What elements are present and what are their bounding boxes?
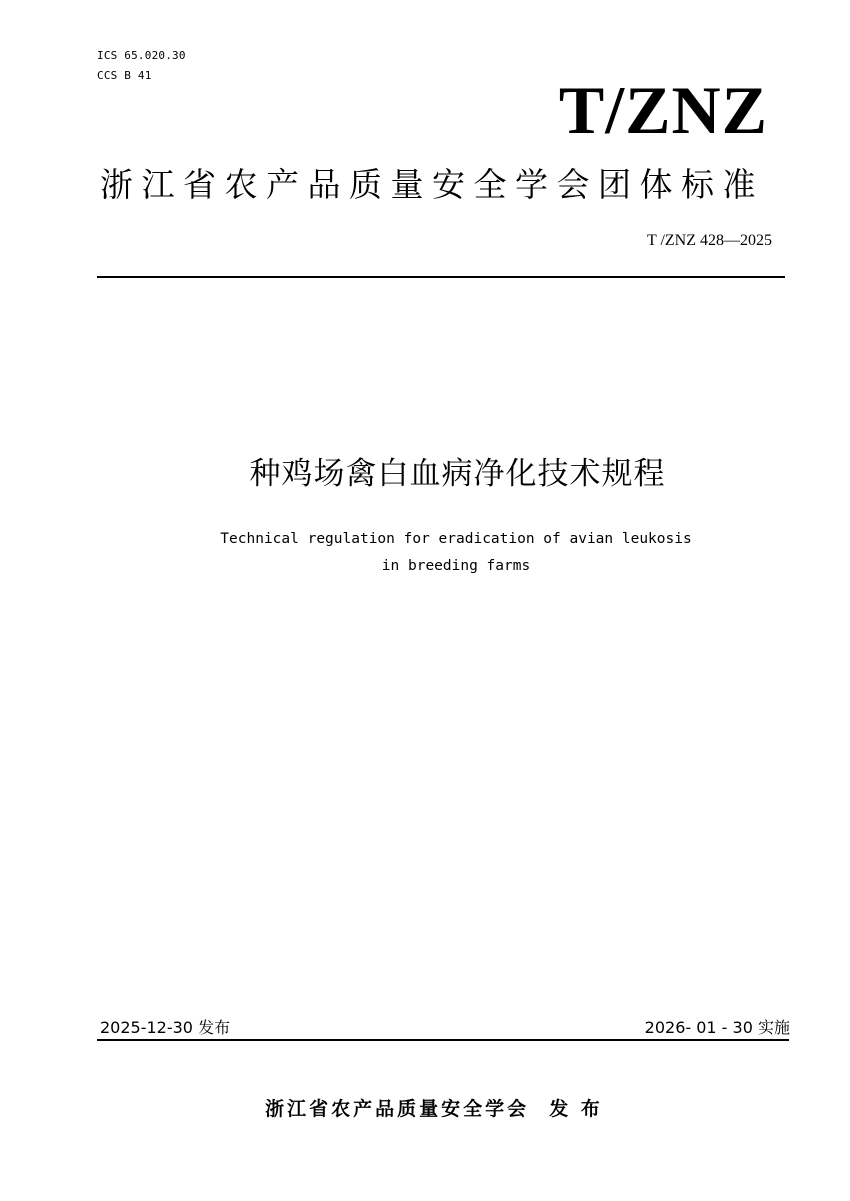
english-title-line-2: in breeding farms — [381, 558, 531, 574]
document-title-english — [0, 526, 850, 580]
ics-code: ICS 65.020.30 — [97, 49, 186, 62]
standard-number: T /ZNZ 428—2025 — [646, 232, 772, 249]
publish-label: 发 布 — [549, 1098, 603, 1120]
organization-title: 浙江省农产品质量安全学会团体标准 — [100, 165, 764, 204]
document-title-chinese: 种鸡场禽白血病净化技术规程 — [249, 456, 666, 492]
issue-date: 2025-12-30 发布 — [100, 1018, 231, 1037]
implementation-date: 2026- 01 - 30 实施 — [644, 1018, 790, 1037]
ccs-code: CCS B 41 — [97, 69, 152, 82]
english-title-line-1: Technical regulation for eradication of avian leukosis — [220, 531, 692, 547]
standard-logo: T/ZNZ — [558, 72, 768, 148]
publisher-line — [0, 1095, 850, 1123]
publisher-name: 浙江省农产品质量安全学会 — [265, 1098, 530, 1120]
classification-codes — [97, 46, 186, 86]
header-divider — [97, 276, 785, 278]
footer-divider — [97, 1039, 789, 1041]
